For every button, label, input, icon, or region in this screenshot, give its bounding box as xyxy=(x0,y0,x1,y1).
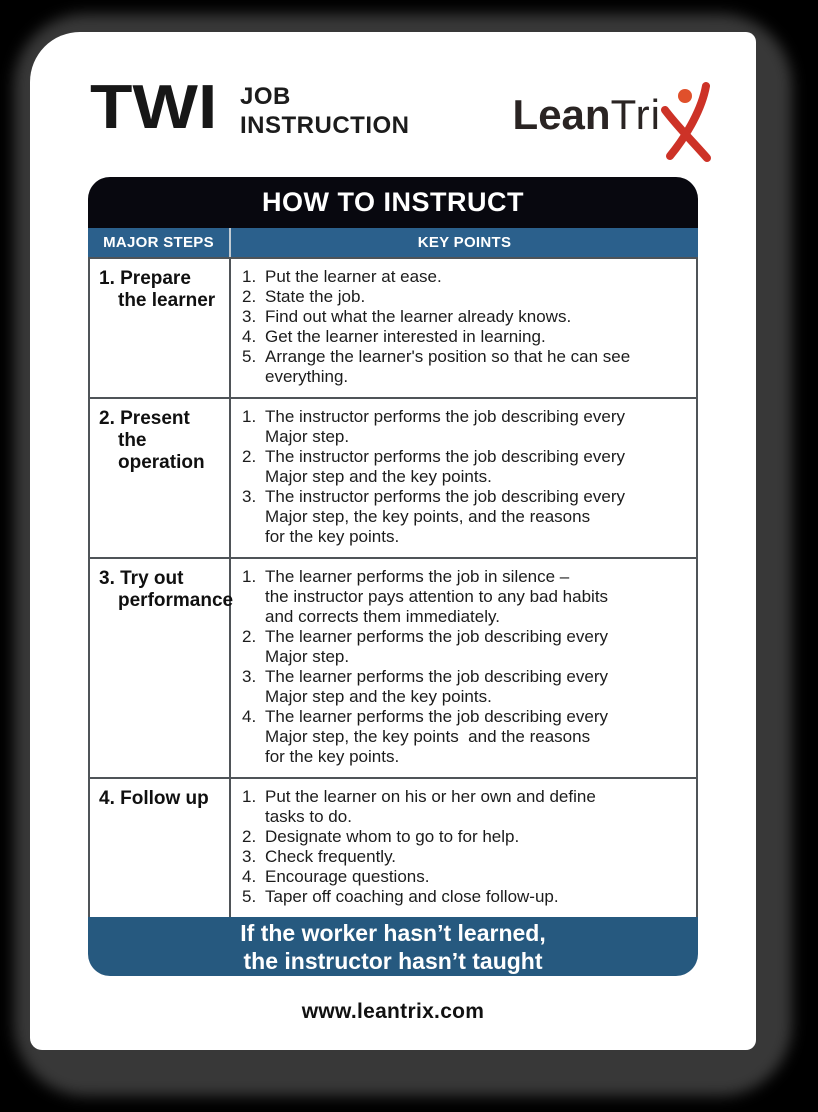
key-point-number: 1. xyxy=(242,567,257,586)
column-headers xyxy=(88,228,698,257)
key-point-line: The learner performs the job describing every xyxy=(265,667,608,686)
key-point-line: Encourage questions. xyxy=(265,867,430,886)
key-point-line: Major step. xyxy=(265,647,350,666)
major-step-label: 2. Present xyxy=(99,408,190,429)
key-point-line: Find out what the learner already knows. xyxy=(265,307,572,326)
key-point-number: 2. xyxy=(242,827,257,846)
key-point-line: Major step, the key points and the reasons xyxy=(265,727,591,746)
major-step-label: the learner xyxy=(118,290,216,311)
key-point-text xyxy=(265,867,429,887)
how-to-instruct-table xyxy=(88,177,698,976)
banner-line2: the instructor hasn’t taught xyxy=(243,948,543,974)
key-point-number: 4. xyxy=(242,327,257,346)
key-points-cell xyxy=(231,399,696,557)
key-point-item xyxy=(242,667,692,707)
key-points-cell xyxy=(231,779,696,917)
major-step-cell xyxy=(90,779,231,917)
key-point-text xyxy=(265,327,546,347)
key-point-line: tasks to do. xyxy=(265,807,352,826)
banner-line1: If the worker hasn’t learned, xyxy=(240,920,546,946)
key-point-item xyxy=(242,347,692,387)
key-points-cell xyxy=(231,559,696,777)
key-point-line: Put the learner on his or her own and define xyxy=(265,787,596,806)
key-point-item xyxy=(242,487,692,547)
key-point-text xyxy=(265,307,571,327)
key-point-line: The instructor performs the job describing every xyxy=(265,407,625,426)
key-point-text xyxy=(265,287,365,307)
key-point-text xyxy=(265,667,608,707)
key-point-number: 3. xyxy=(242,847,257,866)
key-point-number: 1. xyxy=(242,267,257,286)
leantrix-logo-lean-text: Lean xyxy=(512,91,611,138)
key-point-line: Designate whom to go to for help. xyxy=(265,827,520,846)
key-point-number: 2. xyxy=(242,447,257,466)
key-point-item xyxy=(242,447,692,487)
key-point-line: Major step and the key points. xyxy=(265,687,492,706)
table-row xyxy=(90,397,696,557)
table-title: HOW TO INSTRUCT xyxy=(88,177,698,228)
instruction-card xyxy=(30,32,756,1050)
key-point-line: and corrects them immediately. xyxy=(265,607,500,626)
key-point-number: 1. xyxy=(242,407,257,426)
key-point-number: 5. xyxy=(242,347,257,366)
key-point-line: The instructor performs the job describing every xyxy=(265,487,625,506)
key-point-line: Major step. xyxy=(265,427,350,446)
key-point-line: The instructor performs the job describing every xyxy=(265,447,625,466)
key-point-number: 5. xyxy=(242,887,257,906)
key-point-line: Major step, the key points, and the reasons xyxy=(265,507,591,526)
leantrix-logo xyxy=(513,92,712,162)
leantrix-logo-tri-text: Tri xyxy=(610,91,661,138)
key-point-text xyxy=(265,827,519,847)
key-point-text xyxy=(265,887,559,907)
key-point-item xyxy=(242,867,692,887)
major-step-label: 3. Try out xyxy=(99,568,184,589)
key-point-text xyxy=(265,567,608,627)
key-point-line: The learner performs the job describing every xyxy=(265,707,608,726)
key-point-item xyxy=(242,827,692,847)
key-point-number: 3. xyxy=(242,487,257,506)
key-point-text xyxy=(265,707,608,767)
key-point-number: 2. xyxy=(242,287,257,306)
key-point-item xyxy=(242,307,692,327)
key-point-item xyxy=(242,327,692,347)
key-point-text xyxy=(265,407,625,447)
key-point-line: Put the learner at ease. xyxy=(265,267,442,286)
major-step-label: 1. Prepare xyxy=(99,268,191,289)
key-point-text xyxy=(265,787,596,827)
twi-logo-text: TWI xyxy=(90,73,218,142)
leantrix-x-figure-icon xyxy=(660,82,712,162)
key-point-item xyxy=(242,627,692,667)
key-point-item xyxy=(242,847,692,867)
website-link[interactable]: www.leantrix.com xyxy=(301,1000,485,1023)
twi-subtitle-line2: INSTRUCTION xyxy=(240,112,410,139)
key-point-number: 3. xyxy=(242,307,257,326)
key-point-line: Check frequently. xyxy=(265,847,397,866)
key-points-header: KEY POINTS xyxy=(417,234,512,251)
major-step-label: 4. Follow up xyxy=(99,788,209,809)
key-point-line: Arrange the learner's position so that he can see xyxy=(265,347,631,366)
key-point-line: for the key points. xyxy=(265,527,400,546)
major-step-cell xyxy=(90,559,234,777)
key-point-item xyxy=(242,287,692,307)
brand-header xyxy=(90,73,712,178)
table-body xyxy=(88,257,698,917)
key-point-item xyxy=(242,407,692,447)
key-point-text xyxy=(265,487,625,547)
major-steps-header: MAJOR STEPS xyxy=(88,228,231,257)
key-point-item xyxy=(242,887,692,907)
key-point-text xyxy=(265,847,396,867)
key-point-item xyxy=(242,787,692,827)
key-point-line: for the key points. xyxy=(265,747,400,766)
key-point-text xyxy=(265,347,630,387)
key-point-number: 4. xyxy=(242,707,257,726)
key-point-text xyxy=(265,447,625,487)
major-step-cell xyxy=(90,259,231,397)
major-step-cell xyxy=(90,399,231,557)
key-point-line: the instructor pays attention to any bad habits xyxy=(265,587,609,606)
table-row xyxy=(90,557,696,777)
key-point-text xyxy=(265,627,608,667)
key-point-line: Major step and the key points. xyxy=(265,467,492,486)
key-point-line: The learner performs the job describing every xyxy=(265,627,608,646)
twi-subtitle xyxy=(240,82,410,140)
key-point-number: 1. xyxy=(242,787,257,806)
key-point-line: Get the learner interested in learning. xyxy=(265,327,546,346)
table-row xyxy=(90,777,696,917)
key-point-line: The learner performs the job in silence – xyxy=(265,567,570,586)
key-point-number: 3. xyxy=(242,667,257,686)
major-step-label: the operation xyxy=(118,430,205,473)
twi-subtitle-line1: JOB xyxy=(240,83,291,110)
key-point-text xyxy=(265,267,442,287)
table-row xyxy=(90,257,696,397)
key-point-number: 2. xyxy=(242,627,257,646)
key-point-number: 4. xyxy=(242,867,257,886)
bottom-banner xyxy=(88,917,698,976)
key-point-line: State the job. xyxy=(265,287,366,306)
key-point-item xyxy=(242,567,692,627)
key-point-line: everything. xyxy=(265,367,349,386)
major-step-label: performance xyxy=(118,590,234,611)
key-point-item xyxy=(242,707,692,767)
key-point-item xyxy=(242,267,692,287)
key-points-cell xyxy=(231,259,696,397)
key-point-line: Taper off coaching and close follow-up. xyxy=(265,887,559,906)
